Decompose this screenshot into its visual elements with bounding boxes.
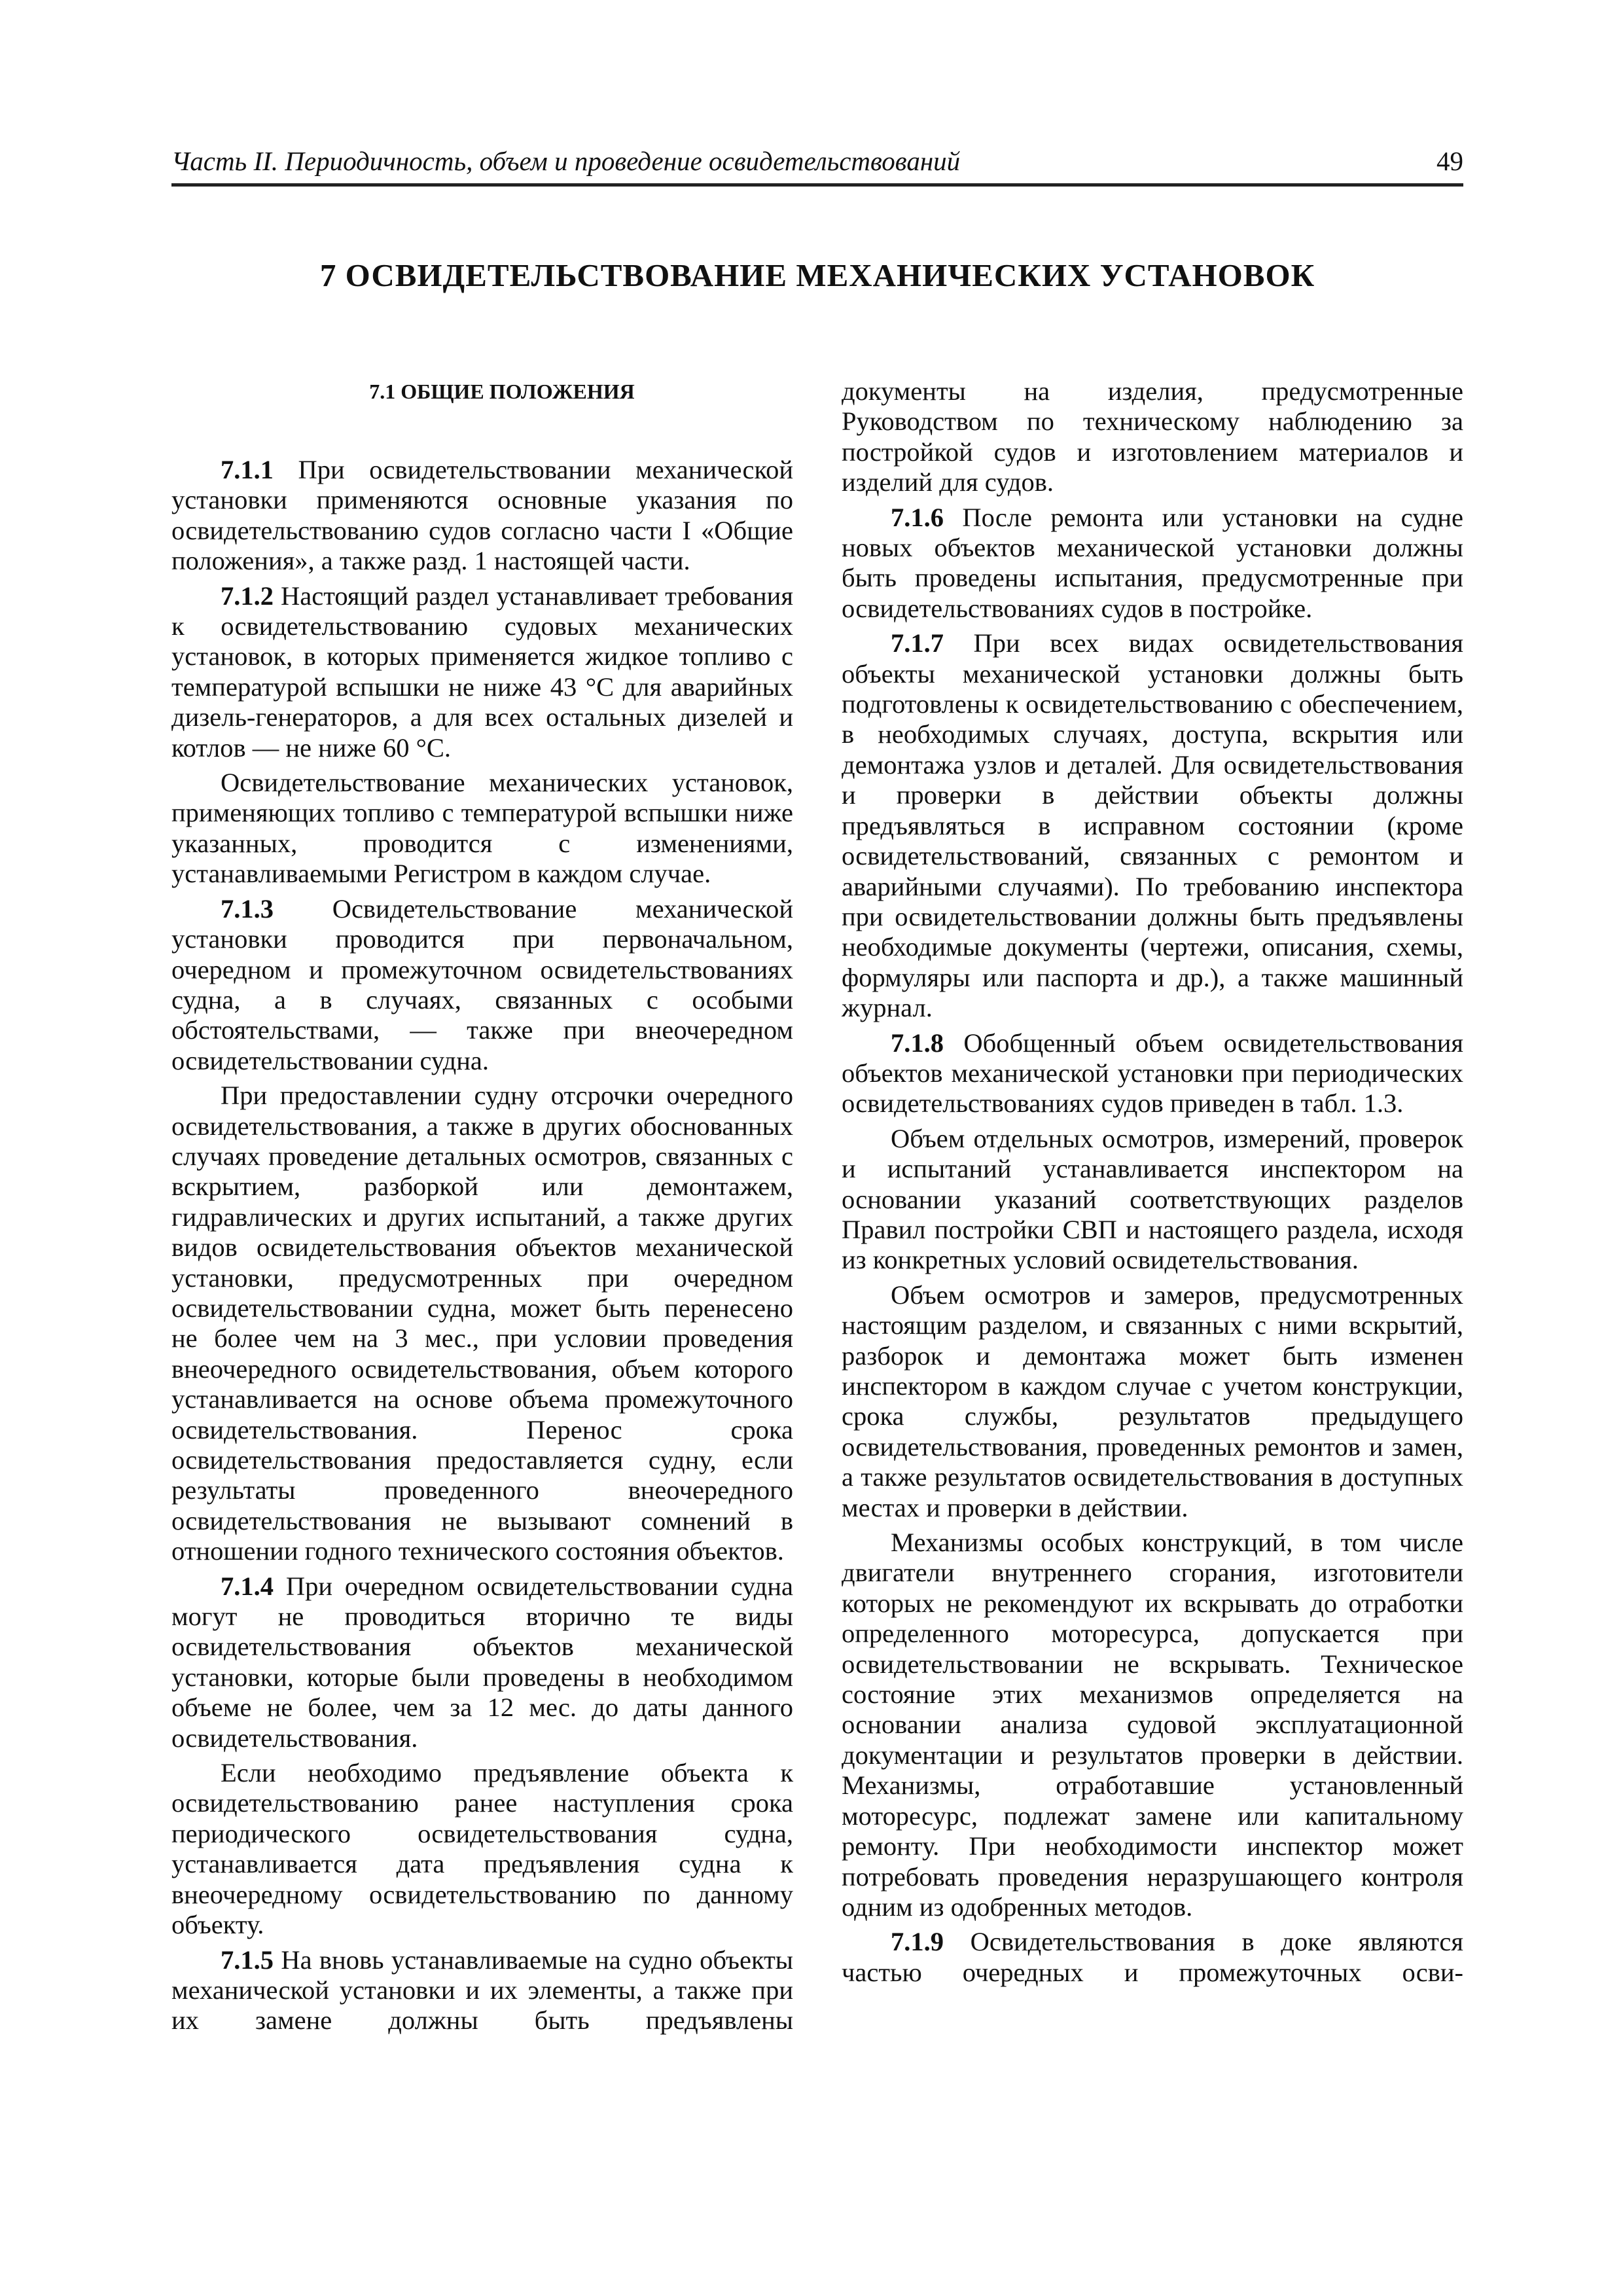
paragraph-text: На вновь устанавливаемые на судно объекты механической установки и их элементы, а также при их замене должны быть предъявлены (171, 1945, 793, 2036)
running-header (171, 145, 1463, 187)
paragraph-text: Объем осмотров и замеров, предусмотренных настоящим разделом, и связанных с ними вскрытий, разборок и демонтажа может быть изменен инспектором в каждом случае с учетом конструкции, срока службы, результатов предыдущего освидетельствования, проведенных ремонтов и замен, а также результатов освидетельствования в доступных местах и проверки в действии. (842, 1280, 1463, 1522)
paragraph-text: При всех видах освидетельствования объекты механической установки должны быть подготовлены к освидетельствованию с обеспечением, в необходимых случаях, доступа, вскрытия или демонтажа узлов и деталей. Для освидетельствования и проверки в действии объекты должны предъявляться в исправном состоянии (кроме освидетельствований, связанных с ремонтом и аварийными случаями). По требованию инспектора при освидетельствовании должны быть предъявлены необходимые документы (чертежи, описания, схемы, формуляры или паспорта и др.), а также машинный журнал. (842, 628, 1463, 1023)
paragraph-continued (842, 376, 1463, 498)
paragraph-number: 7.1.6 (891, 502, 944, 532)
paragraph-number: 7.1.9 (891, 1927, 944, 1957)
paragraph-number: 7.1.8 (891, 1028, 944, 1058)
paragraph-text: После ремонта или установки на судне новых объектов механической установки должны быть проведены испытания, предусмотренные при освидетельствованиях судов в постройке. (842, 502, 1464, 623)
paragraph-text: Настоящий раздел устанавливает требования к освидетельствованию судовых механических установок, в которых применяется жидкое топливо с температурой вспышки не ниже 43 °С для аварийных дизель-генераторов, а для всех остальных дизелей и котлов — не ниже 60 °С. (171, 581, 793, 762)
left-column (171, 376, 793, 2036)
paragraph-7-1-3 (171, 894, 793, 1076)
paragraph-number: 7.1.1 (221, 455, 274, 484)
paragraph-text: При очередном освидетельствовании судна могут не проводиться вторично те виды освидетельствования объектов механической установки, которые были проведены в необходимом объеме не более, чем за 12 мес. до даты данного освидетельствования. (171, 1571, 793, 1753)
paragraph-7-1-4 (171, 1571, 793, 1753)
paragraph-number: 7.1.5 (221, 1945, 274, 1975)
paragraph (842, 1280, 1463, 1523)
paragraph-7-1-9 (842, 1927, 1463, 1988)
paragraph-text: При освидетельствовании механической установки применяются основные указания по освидетельствованию судов согласно части I «Общие положения», а также разд. 1 настоящей части. (171, 455, 794, 576)
paragraph-text: документы на изделия, предусмотренные Руководством по техническому наблюдению за постройкой судов и изготовлением материалов и изделий для судов. (842, 376, 1463, 497)
paragraph-7-1-2 (171, 581, 793, 763)
paragraph-text: Механизмы особых конструкций, в том числе двигатели внутреннего сгорания, изготовители которых не рекомендуют их вскрывать до отработки определенного моторесурса, допускается при освидетельствовании не вскрывать. Техническое состояние этих механизмов определяется на основании анализа судовой эксплуатационной документации и результатов проверки в действии. Механизмы, отработавшие установленный моторесурс, подлежат замене или капитальному ремонту. При необходимости инспектор может потребовать проведения неразрушающего контроля одним из одобренных методов. (842, 1528, 1463, 1922)
paragraph-number: 7.1.7 (891, 628, 944, 658)
paragraph (842, 1124, 1463, 1276)
paragraph-text: Если необходимо предъявление объекта к освидетельствованию ранее наступления срока периодического освидетельствования судна, устанавливается дата предъявления судна к внеочередному освидетельствованию по данному объекту. (171, 1758, 793, 1940)
section-title: 7.1 ОБЩИЕ ПОЛОЖЕНИЯ (369, 380, 635, 403)
paragraph-7-1-7 (842, 628, 1463, 1023)
paragraph (171, 768, 793, 889)
paragraph-7-1-8 (842, 1028, 1463, 1119)
paragraph (171, 1758, 793, 1940)
paragraph-text: Освидетельствование механической установки проводится при первоначальном, очередном и промежуточном освидетельствованиях судна, а в случаях, связанных с особыми обстоятельствами, — также при внеочередном освидетельствовании судна. (171, 893, 793, 1075)
paragraph (171, 1081, 793, 1567)
paragraph-number: 7.1.4 (221, 1571, 274, 1601)
right-column (842, 376, 1463, 1988)
running-title: Часть II. Периодичность, объем и проведение освидетельствований (171, 146, 961, 176)
paragraph-text: При предоставлении судну отсрочки очередного освидетельствования, а также в других обоснованных случаях проведение детальных осмотров, связанных с вскрытием, разборкой или демонтажем, гидравлических и других испытаний, а также других видов освидетельствования объектов механической установки, предусмотренных при очередном освидетельствовании судна, может быть перенесено не более чем на 3 мес., при условии проведения внеочередного освидетельствования, объем которого устанавливается на основе объема промежуточного освидетельствования. Перенос срока освидетельствования предоставляется судну, если результаты проведенного внеочередного освидетельствования не вызывают сомнений в отношении годного технического состояния объектов. (171, 1081, 793, 1566)
paragraph-7-1-1 (171, 455, 793, 577)
paragraph-text: Освидетельствование механических установок, применяющих топливо с температурой вспышки ниже указанных, проводится с изменениями, устанавливаемыми Регистром в каждом случае. (171, 768, 793, 889)
paragraph-7-1-5 (171, 1945, 793, 2036)
paragraph-7-1-6 (842, 503, 1463, 624)
paragraph-text: Обобщенный объем освидетельствования объектов механической установки при периодических освидетельствованиях судов приведен в табл. 1.3. (842, 1028, 1463, 1119)
paragraph (842, 1528, 1463, 1922)
paragraph-number: 7.1.2 (221, 581, 274, 611)
paragraph-number: 7.1.3 (221, 893, 274, 924)
page-number: 49 (1436, 146, 1463, 176)
chapter-title: 7 ОСВИДЕТЕЛЬСТВОВАНИЕ МЕХАНИЧЕСКИХ УСТАНОВОК (319, 257, 1315, 293)
paragraph-text: Освидетельствования в доке являются частью очередных и промежуточных осви- (842, 1927, 1464, 1987)
paragraph-text: Объем отдельных осмотров, измерений, проверок и испытаний устанавливается инспектором на основании указаний соответствующих разделов Правил постройки СВП и настоящего раздела, исходя из конкретных условий освидетельствования. (842, 1123, 1463, 1275)
